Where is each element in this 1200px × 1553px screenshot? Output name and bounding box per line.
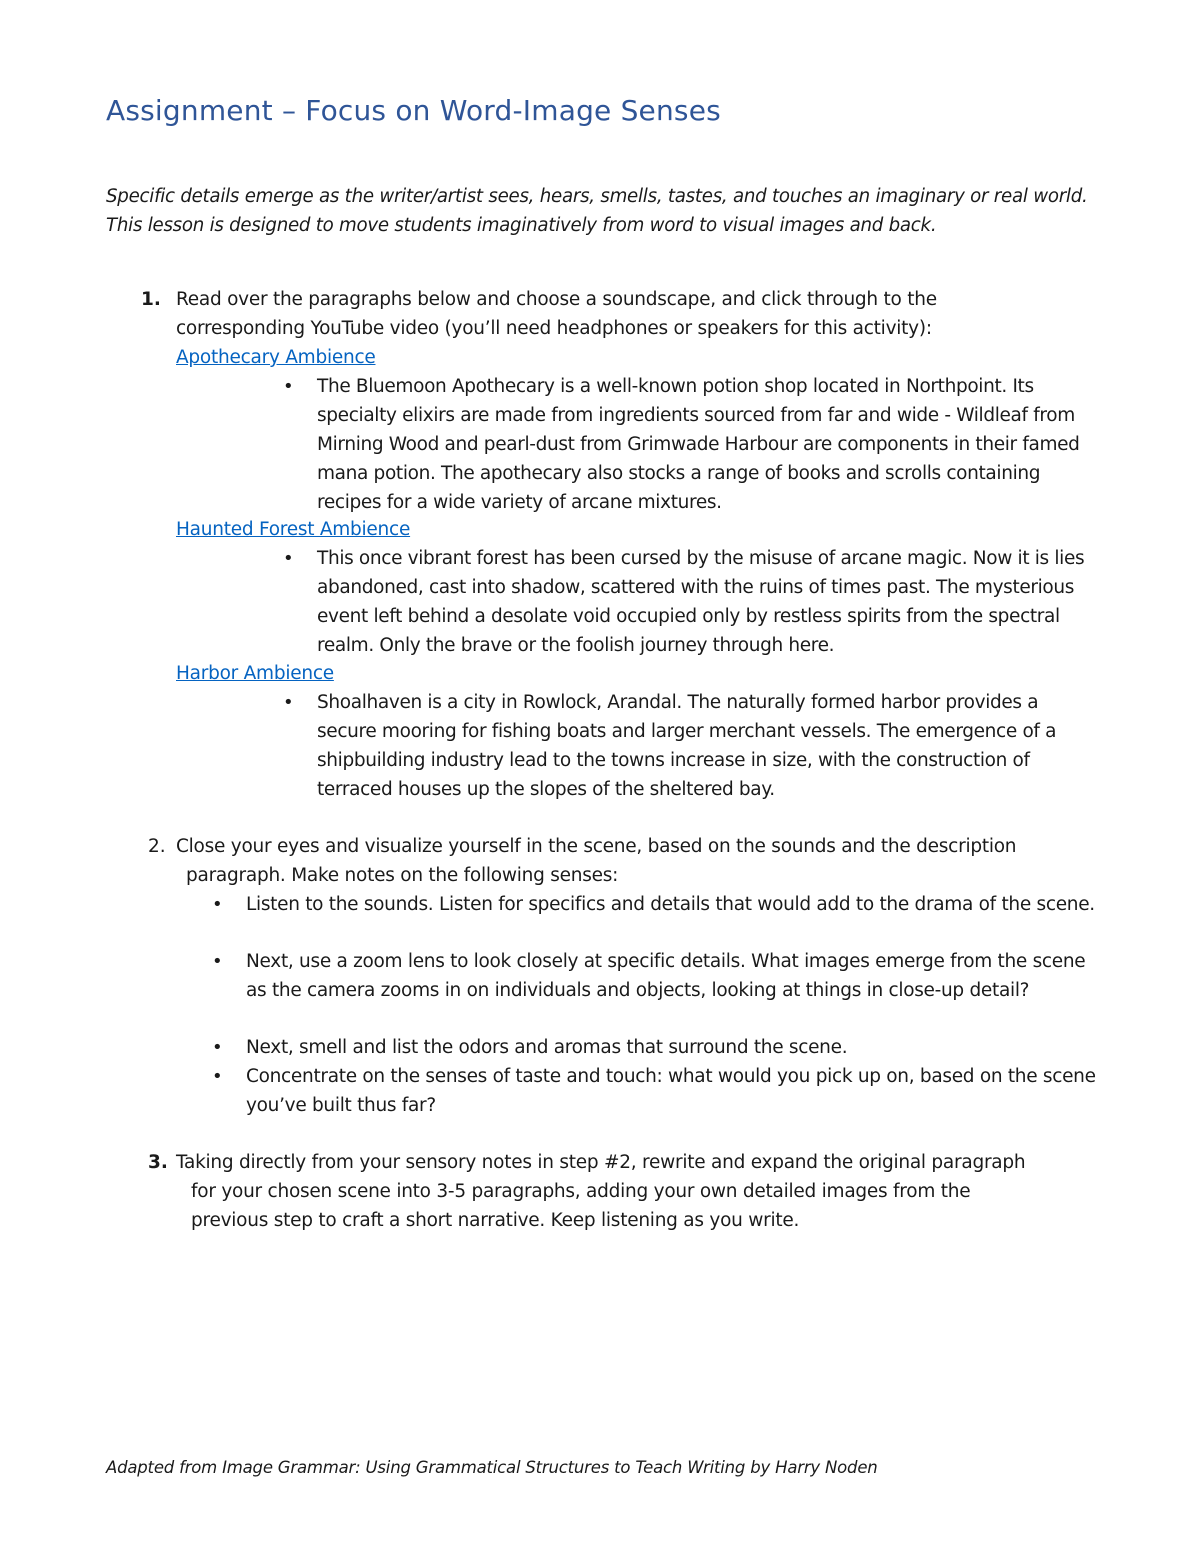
bullet-icon: • — [283, 548, 294, 569]
bullet-icon: • — [212, 1066, 223, 1087]
haunted-forest-ambience-link[interactable]: Haunted Forest Ambience — [176, 519, 411, 540]
step-2-line-2: paragraph. Make notes on the following senses: — [186, 865, 619, 886]
apothecary-ambience-link[interactable]: Apothecary Ambience — [176, 347, 376, 368]
page-title: Assignment – Focus on Word-Image Senses — [106, 94, 721, 127]
step-1-line-1: Read over the paragraphs below and choose a soundscape, and click through to the — [176, 289, 937, 310]
step-2-number: 2. — [148, 836, 166, 857]
intro-paragraph: Specific details emerge as the writer/artist sees, hears, smells, tastes, and touches an imaginary or real world. This lesson is designed to move students imaginatively from word to visual images and back. — [106, 186, 1088, 236]
page-footer: Adapted from Image Grammar: Using Grammatical Structures to Teach Writing by Harry Noden — [106, 1458, 878, 1477]
bullet-icon: • — [283, 692, 294, 713]
bullet-icon: • — [212, 951, 223, 972]
step-3-number: 3. — [148, 1152, 168, 1173]
step-3-line-1: Taking directly from your sensory notes in step #2, rewrite and expand the original paragraph — [176, 1152, 1026, 1173]
bullet-icon: • — [283, 376, 294, 397]
harbor-ambience-link[interactable]: Harbor Ambience — [176, 663, 334, 684]
step-3-line-3: previous step to craft a short narrative. Keep listening as you write. — [191, 1210, 800, 1231]
bullet-icon: • — [212, 1037, 223, 1058]
harbor-description: Shoalhaven is a city in Rowlock, Arandal. The naturally formed harbor provides a secure mooring for fishing boats and larger merchant vessels. The emergence of a shipbuilding industry lead to the towns increase in size, with the construction of terraced houses up the slopes of the sheltered bay. — [317, 692, 1057, 800]
sense-smell: Next, smell and list the odors and aromas that surround the scene. — [246, 1037, 848, 1058]
sense-look: Next, use a zoom lens to look closely at specific details. What images emerge from the scene as the camera zooms in on individuals and objects, looking at things in close-up detail? — [246, 951, 1086, 1001]
bullet-icon: • — [212, 894, 223, 915]
haunted-forest-description: This once vibrant forest has been cursed by the misuse of arcane magic. Now it is lies abandoned, cast into shadow, scattered with the ruins of times past. The mysterious event left behind a desolate void occupied only by restless spirits from the spectral realm. Only the brave or the foolish journey through here. — [317, 548, 1085, 656]
step-1-line-2: corresponding YouTube video (you’ll need headphones or speakers for this activity): — [176, 318, 932, 339]
step-2-line-1: Close your eyes and visualize yourself in the scene, based on the sounds and the description — [176, 836, 1017, 857]
step-3-line-2: for your chosen scene into 3-5 paragraphs, adding your own detailed images from the — [191, 1181, 971, 1202]
apothecary-description: The Bluemoon Apothecary is a well-known potion shop located in Northpoint. Its specialty elixirs are made from ingredients sourced from far and wide - Wildleaf from Mirning Wood and pearl-dust from Grimwade Harbour are components in their famed mana potion. The apothecary also stocks a range of books and scrolls containing recipes for a wide variety of arcane mixtures. — [317, 376, 1080, 513]
sense-listen: Listen to the sounds. Listen for specifics and details that would add to the drama of the scene. — [246, 894, 1095, 915]
sense-taste-touch: Concentrate on the senses of taste and touch: what would you pick up on, based on the scene you’ve built thus far? — [246, 1066, 1096, 1116]
step-1-number: 1. — [141, 289, 161, 310]
